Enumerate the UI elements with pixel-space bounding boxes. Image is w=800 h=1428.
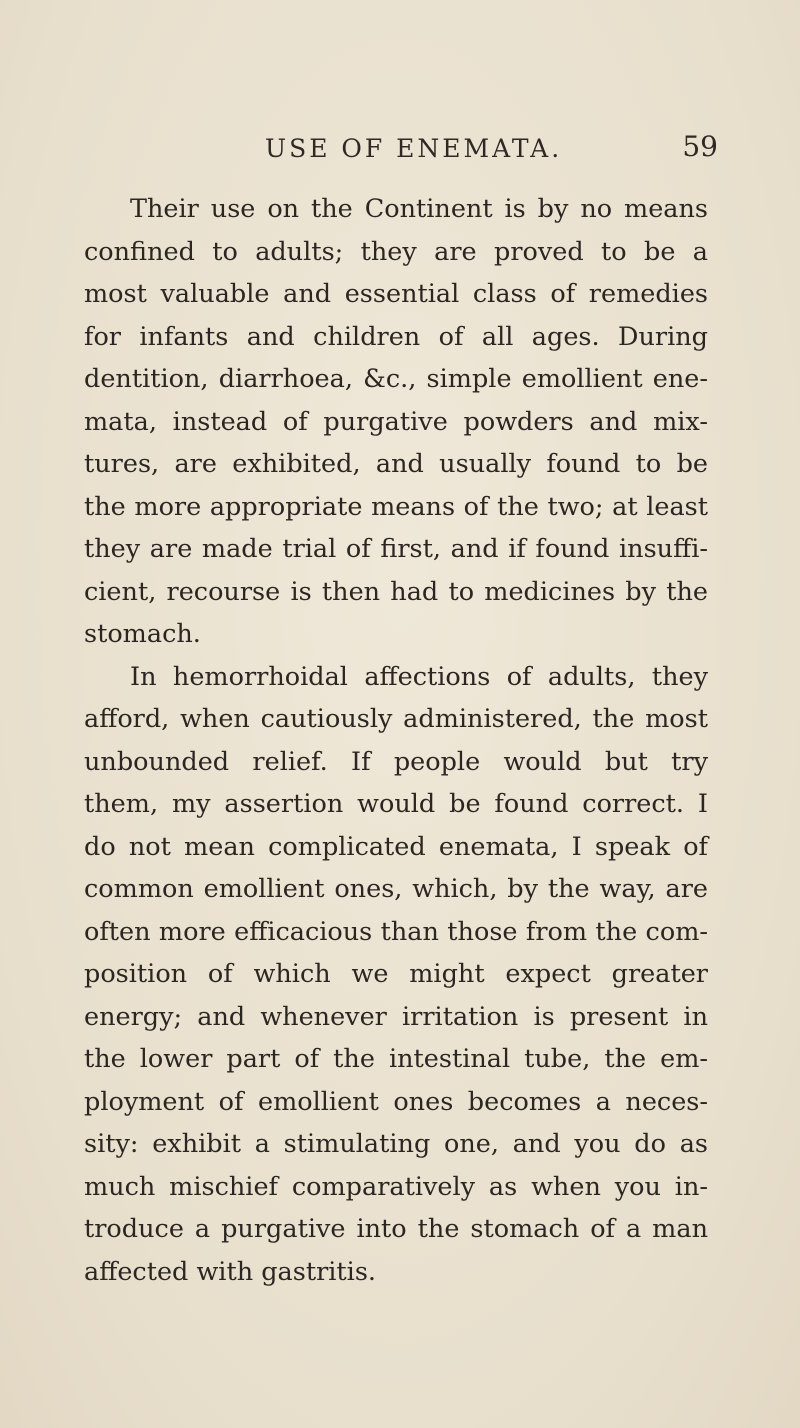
text-line: the more appropriate means of the two; at least (84, 491, 708, 522)
page-number: 59 (682, 130, 718, 163)
text-line: often more efficacious than those from the com- (84, 916, 708, 947)
text-line: the lower part of the intestinal tube, the em- (84, 1044, 708, 1074)
text-line: do not mean complicated enemata, I speak of (84, 831, 708, 862)
text-line: stomach. (84, 619, 201, 649)
text-line: confined to adults; they are proved to be a (84, 236, 708, 267)
paragraph-hemorrhoidal (84, 656, 708, 1294)
text-line: dentition, diarrhoea, &c., simple emollient ene- (84, 364, 708, 394)
text-line: common emollient ones, which, by the way, are (84, 874, 708, 904)
paragraph-continent (84, 188, 708, 656)
text-line: In hemorrhoidal affections of adults, they (130, 661, 708, 692)
text-line: afford, when cautiously administered, the most (84, 704, 708, 734)
text-line: mata, instead of purgative powders and mix- (84, 406, 708, 437)
text-line: most valuable and essential class of remedies (84, 279, 708, 309)
text-line: troduce a purgative into the stomach of a man (84, 1214, 708, 1244)
text-line: for infants and children of all ages. During (84, 321, 708, 352)
text-line: energy; and whenever irritation is present in (84, 1001, 708, 1032)
text-line: cient, recourse is then had to medicines by the (84, 576, 708, 607)
running-title: USE OF ENEMATA. (265, 134, 563, 163)
body-text (84, 188, 708, 1293)
text-line: them, my assertion would be found correct. I (84, 789, 708, 819)
text-line: affected with gastritis. (84, 1256, 377, 1287)
text-line: they are made trial of first, and if found insuffi- (84, 534, 708, 564)
text-line: position of which we might expect greater (84, 959, 708, 989)
text-line: ployment of emollient ones becomes a neces- (84, 1086, 708, 1117)
text-line: Their use on the Continent is by no means (130, 194, 708, 224)
text-line: sity: exhibit a stimulating one, and you do as (84, 1129, 708, 1159)
text-line: much mischief comparatively as when you in- (84, 1171, 708, 1202)
running-head (0, 130, 800, 174)
text-line: tures, are exhibited, and usually found to be (84, 449, 708, 479)
text-line: unbounded relief. If people would but try (84, 746, 708, 777)
